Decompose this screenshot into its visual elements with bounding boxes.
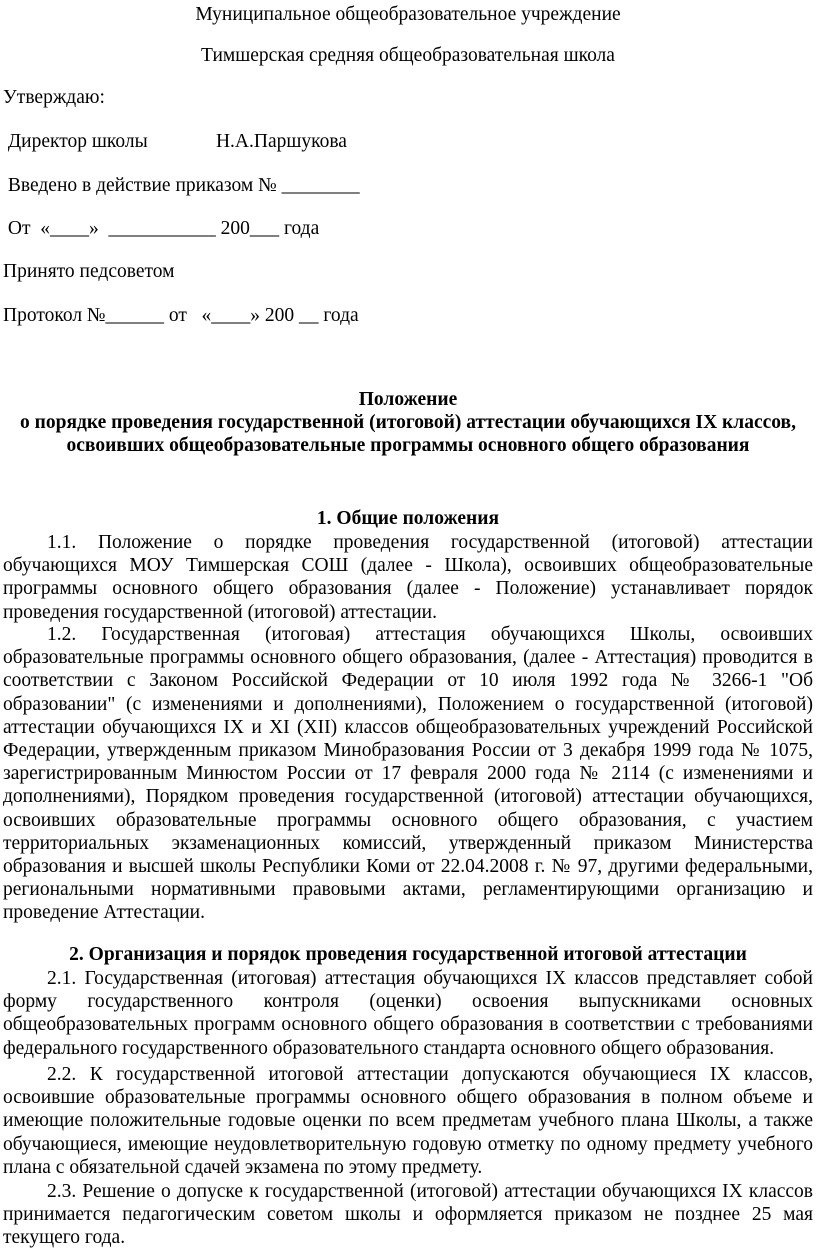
enacted-order-line: Введено в действие приказом № ________ <box>3 175 360 196</box>
director-signature-line: Директор школы Н.А.Паршукова <box>3 131 347 152</box>
section-1-heading: 1. Общие положения <box>316 508 500 529</box>
paragraph-2-3: 2.3. Решение о допуске к государственной (итоговой) аттестации обучающихся IX классов принимается педагогическим советом школы и оформляется приказом не позднее 25 мая текущего года. <box>3 1181 813 1249</box>
protocol-line: Протокол №______ от «____» 200 __ года <box>3 305 359 326</box>
paragraph-2-2: 2.2. К государственной итоговой аттестации допускаются обучающиеся IX классов, освоившие образовательные программы основного общего образования в полном объеме и имеющие положительные годовые оценки по всем предметам учебного плана Школы, а также обучающиеся, имеющие неудовлетворительную годовую отметку по одному предмету учебного плана с обязательной сдачей экзамена по этому предмету. <box>3 1064 813 1178</box>
date-line: От «____» ___________ 200___ года <box>3 218 320 239</box>
document-title: Положение <box>358 389 458 410</box>
adopted-by-council: Принято педсоветом <box>3 261 175 282</box>
approve-label: Утверждаю: <box>3 87 105 108</box>
document-subtitle-line-2: освоивших общеобразовательные программы основного общего образования <box>66 435 750 456</box>
document-subtitle-line-1: о порядке проведения государственной (итоговой) аттестации обучающихся IX классов, <box>20 412 796 433</box>
institution-name: Муниципальное общеобразовательное учреждение <box>195 4 621 25</box>
school-name: Тимшерская средняя общеобразовательная школа <box>201 45 615 66</box>
paragraph-2-1: 2.1. Государственная (итоговая) аттестация обучающихся IX классов представляет собой форму государственного контроля (оценки) освоения выпускниками основных общеобразовательных программ основного общего образования в соответствии с требованиями федерального государственного образовательного стандарта основного общего образования. <box>3 968 813 1059</box>
paragraph-1-2: 1.2. Государственная (итоговая) аттестация обучающихся Школы, освоивших образовательные программы основного общего образования, (далее - Аттестация) проводится в соответствии с Законом Российской Федерации от 10 июля 1992 года № 3266-1 "Об образовании" (с изменениями и дополнениями), Положением о государственной (итоговой) аттестации обучающихся IX и XI (XII) классов общеобразовательных учреждений Российской Федерации, утвержденным приказом Минобразования России от 3 декабря 1999 года № 1075, зарегистрированным Минюстом России от 17 февраля 2000 года № 2114 (с изменениями и дополнениями), Порядком проведения государственной (итоговой) аттестации обучающихся, освоивших образовательные программы основного общего образования, с участием территориальных экзаменационных комиссий, утвержденный приказом Министерства образования и высшей школы Республики Коми от 22.04.2008 г. № 97, другими федеральными, региональными нормативными правовыми актами, регламентирующими организацию и проведение Аттестации. <box>3 624 813 924</box>
paragraph-1-1: 1.1. Положение о порядке проведения государственной (итоговой) аттестации обучающихся МОУ Тимшерская СОШ (далее - Школа), освоивших общеобразовательные программы основного общего образования (далее - Положение) устанавливает порядок проведения государственной (итоговой) аттестации. <box>3 532 813 623</box>
section-2-heading: 2. Организация и порядок проведения государственной итоговой аттестации <box>69 944 747 965</box>
